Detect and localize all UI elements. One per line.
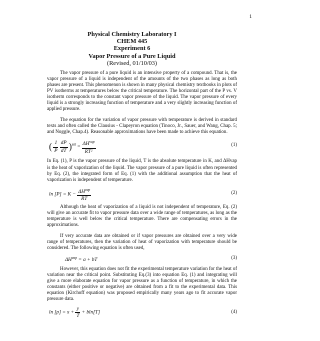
paragraph-kirchoff: However, this equation does not fit the experimental temperature variation for the heat of variation near the critical point. Substituting Eq.(3) into equation Eq. (1) and integrating will give a more elaborate equation for vapor pressure as a function of temperature, in which the constants (either positive or negative) are obtained from a fit to the experimental data. This equation (Kirchoff equation) was proposed empirically many years ago to fit accurate vapor pressure data. — [47, 266, 237, 303]
paragraph-accurate-data: If very accurate data are obtained or if vapor pressures are obtained over a very wide range of temperatures, then the variation of heat of vaporization with temperature should be considered. The following equation is often used, — [47, 233, 237, 251]
paragraph-intro: The vapor pressure of a pure liquid is an intensive property of a compound. That is, the vapor pressure of a liquid is independent of the amounts of the two phases as long as both phases are present. This phenomenon is shown in many physical chemistry textbooks in plots of PV isotherms at temperatures below the critical temperature. The horizontal part of the P vs. V isotherm corresponds to the constant vapor pressure of the liquid. The vapor pressure of every liquid is a strongly increasing function of temperature and a very slightly increasing function of applied pressure. — [47, 71, 237, 113]
eq4-lhs: ln [p] = x + — [49, 310, 75, 316]
experiment-number: Experiment 6 — [113, 45, 151, 53]
equation-1: ( $\frac{1}{P}$ $\frac{dP}{dT}$ )$^{sat}$ = $\frac{\Delta H^{vap}}{\text{RT²}}$ (1) — [49, 140, 237, 155]
page-number: 1 — [249, 14, 252, 20]
eq4-rhs: + bln[T] — [81, 310, 101, 316]
revision-date: (Revised, 01/10/03) — [106, 59, 158, 67]
eq2-num: ΔH — [78, 188, 85, 195]
equation-3-label: (3) — [231, 255, 237, 261]
title-block — [0, 31, 264, 67]
eq1-d-num: dP — [60, 140, 67, 147]
eq1-lhs-den: P — [54, 147, 58, 154]
eq1-rhs-den: RT² — [84, 148, 93, 155]
eq1-lhs-num: 1 — [54, 140, 58, 147]
eq3-sub: vap — [71, 255, 77, 260]
equation-4 — [47, 305, 237, 320]
equation-1-label: (1) — [231, 143, 237, 149]
eq3-rhs: = a + bT — [78, 256, 98, 263]
equation-2-label: (2) — [231, 190, 237, 196]
eq1-subscript: sat — [71, 143, 77, 148]
course-title: Physical Chemistry Laboratory I — [87, 31, 177, 38]
paragraph-eq1-explanation: In Eq. (1), P is the vapor pressure of the liquid, T is the absolute temperature in K, and ΔHvap is the heat of vaporization of the liquid. The vapor pressure of a pure liquid is often represented by Eq. (2), the integrated form of Eq. (1) with the additional assumption that the heat of vaporization is independent of temperature. — [47, 159, 237, 183]
equation-3 — [47, 254, 237, 264]
eq2-den: RT — [81, 195, 88, 202]
equation-4-label: (4) — [231, 310, 237, 316]
eq2-sub: vap — [84, 187, 91, 192]
experiment-title: Vapor Pressure of a Pure Liquid — [88, 52, 176, 60]
eq2-lhs: ln [P] = K − — [49, 191, 76, 198]
eq4-den: T — [76, 313, 80, 320]
eq1-d-den: dT — [60, 147, 67, 154]
document-body — [47, 71, 237, 323]
equation-2 — [47, 186, 237, 202]
eq3-text: ΔH — [65, 256, 72, 263]
paragraph-heat-variation: Although the heat of vaporization of a liquid is not independent of temperature, Eq. (2) will give an accurate fit to vapor pressure data over a wide range of temperatures, as long as the temperature is well below the critical temperature. There are compensating errors in the approximations. — [47, 204, 237, 228]
paragraph-clausius: The equation for the variation of vapor pressure with temperature is derived in standard texts and often called the Clausius - Clapeyron equation (Tinoco, Jr., Sauer, and Wang, Chap. 5; and Noggle, Chap.4). Reasonable approximations have been made to achieve this equation. — [47, 118, 237, 136]
eq1-rhs-sub: vap — [89, 140, 95, 145]
eq4-num: y — [76, 306, 80, 313]
course-code: CHEM 445 — [116, 38, 148, 46]
eq1-rhs-num: ΔH — [82, 141, 90, 148]
